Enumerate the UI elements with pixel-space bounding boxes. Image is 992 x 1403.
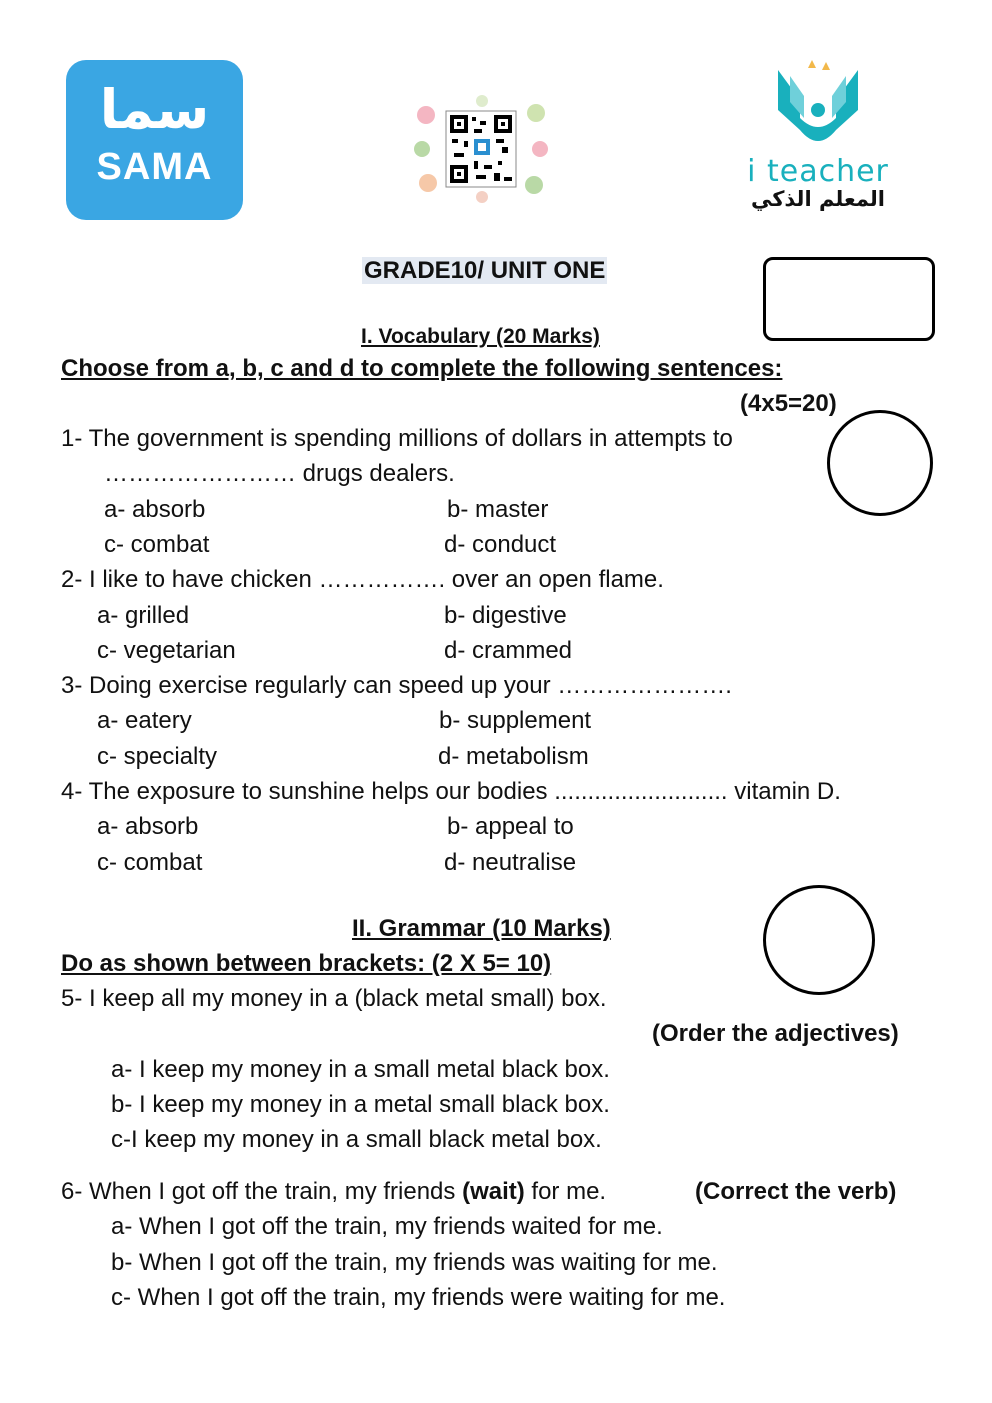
score-box: [763, 257, 935, 341]
question-1-line-1: 1- The government is spending millions of dollars in attempts to: [61, 425, 733, 452]
q2-option-a: a- grilled: [97, 602, 190, 629]
q6-option-b: b- When I got off the train, my friends was waiting for me.: [111, 1249, 718, 1276]
question-1-line-2: …………………… drugs dealers.: [104, 460, 455, 487]
vocabulary-marks: (4x5=20): [740, 390, 837, 417]
q2-option-b: b- digestive: [444, 602, 567, 629]
sama-logo: [66, 60, 243, 220]
sama-logo-english: SAMA: [96, 146, 213, 188]
q1-option-d: d- conduct: [444, 531, 557, 558]
q1-option-a: a- absorb: [104, 496, 206, 523]
question-5-direction: (Order the adjectives): [652, 1020, 899, 1047]
question-6-verb: (wait): [462, 1178, 525, 1205]
q3-option-c: c- specialty: [97, 743, 218, 770]
q3-option-b: b- supplement: [439, 707, 592, 734]
q1-option-b: b- master: [447, 496, 549, 523]
q5-option-c: c-I keep my money in a small black metal box.: [111, 1126, 602, 1153]
vocabulary-heading: I. Vocabulary (20 Marks): [361, 325, 600, 348]
question-5: 5- I keep all my money in a (black metal small) box.: [61, 985, 607, 1012]
grammar-instruction: Do as shown between brackets: (2 X 5= 10): [61, 950, 552, 977]
q4-option-a: a- absorb: [97, 813, 199, 840]
q1-option-c: c- combat: [104, 531, 210, 558]
question-4: 4- The exposure to sunshine helps our bodies .......................... vitamin D.: [61, 778, 841, 805]
q2-option-c: c- vegetarian: [97, 637, 236, 664]
q2-option-d: d- crammed: [444, 637, 573, 664]
q3-option-a: a- eatery: [97, 707, 192, 734]
iteacher-logo: [738, 60, 898, 220]
page-title-text: GRADE10/ UNIT ONE: [364, 257, 606, 284]
grammar-heading: II. Grammar (10 Marks): [352, 915, 611, 942]
q5-option-b: b- I keep my money in a metal small black box.: [111, 1091, 610, 1118]
score-circle-grammar: [763, 885, 875, 995]
q3-option-d: d- metabolism: [438, 743, 589, 770]
q4-option-b: b- appeal to: [447, 813, 574, 840]
score-circle-vocabulary: [827, 410, 933, 516]
iteacher-brand: i teacher: [747, 154, 889, 189]
page-title: [362, 256, 607, 286]
q6-option-a: a- When I got off the train, my friends waited for me.: [111, 1213, 663, 1240]
q4-option-d: d- neutralise: [444, 849, 577, 876]
qr-code-icon: [412, 95, 550, 203]
question-6-direction: (Correct the verb): [695, 1178, 897, 1205]
question-6-text-after: for me.: [524, 1178, 607, 1205]
question-6: [61, 1177, 606, 1207]
question-2: 2- I like to have chicken ……………. over an open flame.: [61, 566, 664, 593]
question-3: 3- Doing exercise regularly can speed up your ………………….: [61, 672, 732, 699]
sama-logo-arabic: سما: [99, 78, 210, 141]
q6-option-c: c- When I got off the train, my friends were waiting for me.: [111, 1284, 726, 1311]
q5-option-a: a- I keep my money in a small metal black box.: [111, 1056, 610, 1083]
q4-option-c: c- combat: [97, 849, 203, 876]
vocabulary-instruction: Choose from a, b, c and d to complete the following sentences:: [61, 355, 783, 382]
question-6-text-before: 6- When I got off the train, my friends: [61, 1178, 463, 1205]
iteacher-arabic: المعلم الذكي: [750, 187, 886, 211]
